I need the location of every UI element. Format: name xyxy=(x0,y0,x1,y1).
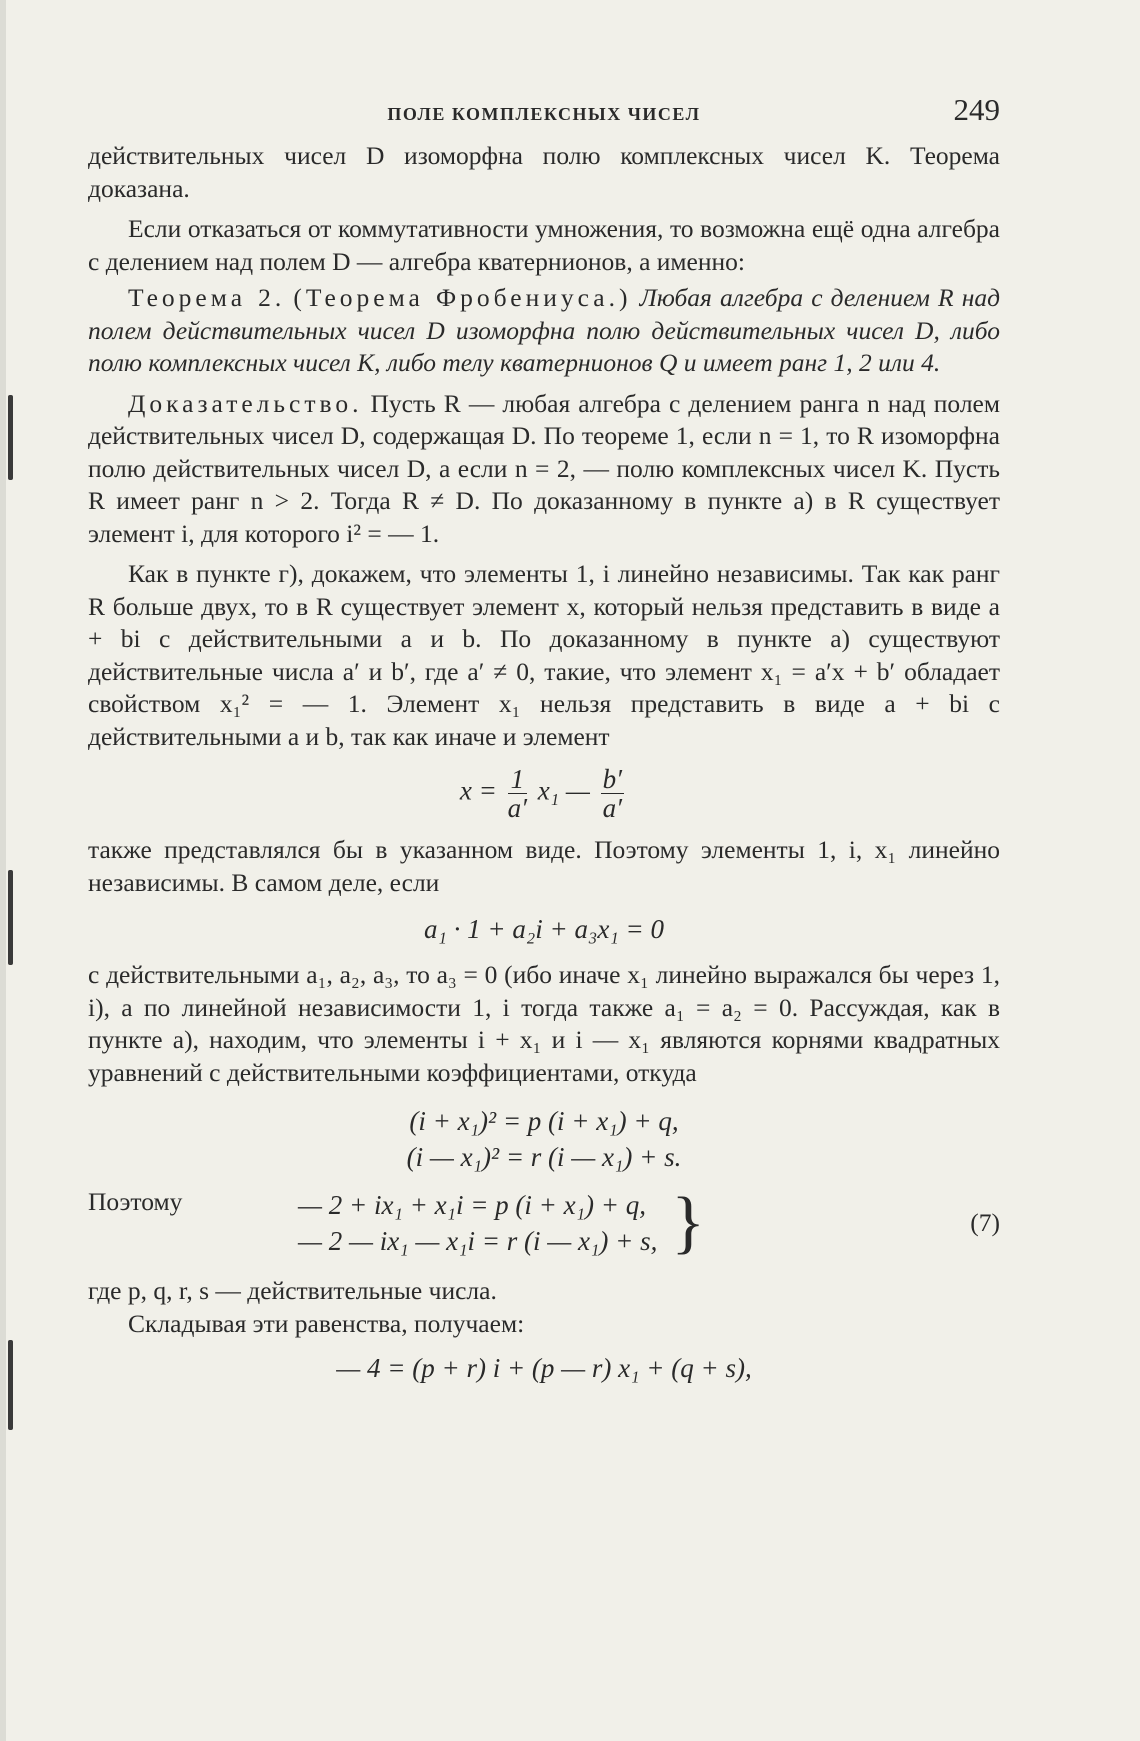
theorem-name: (Теорема Фробениуса.) xyxy=(293,283,632,312)
right-brace: } xyxy=(671,1184,705,1261)
page-number: 249 xyxy=(953,92,1000,127)
eq1-lhs: x = xyxy=(459,775,497,806)
paragraph-6: с действительными a₁, a₂, a₃, то a₃ = 0 (ибо иначе x₁ линейно выражался бы через 1, i), а по линейной независимости 1, i тогда также a₁ = a₂ = 0. Рассуждая, как в пункте а), находим, что элементы i + x₁ и i — x₁ являются корнями квадратных уравнений с действительными коэффициентами, откуда xyxy=(88,960,1000,1087)
equation-x xyxy=(88,765,1000,822)
paragraph-5: также представлялся бы в указанном виде. Поэтому элементы 1, i, x₁ линейно независимы. В самом деле, если xyxy=(88,835,1000,897)
equation-number: (7) xyxy=(970,1208,1000,1237)
scan-mark-2 xyxy=(8,870,13,965)
equation-sum: — 4 = (p + r) i + (p — r) x₁ + (q + s), xyxy=(336,1353,752,1383)
running-head: ПОЛЕ КОМПЛЕКСНЫХ ЧИСЕЛ xyxy=(387,104,701,124)
eq3-line-1: (i + x₁)² = p (i + x₁) + q, xyxy=(409,1106,679,1136)
page-edge xyxy=(0,0,6,1741)
eq3-line-2: (i — x₁)² = r (i — x₁) + s. xyxy=(406,1142,682,1172)
equation-quadratic-system xyxy=(88,1103,1000,1175)
equation-system-7 xyxy=(88,1184,1000,1261)
therefore-label: Поэтому xyxy=(88,1187,183,1216)
eq1-middle: x₁ — xyxy=(537,775,590,806)
paragraph-7: где p, q, r, s — действительные числа. xyxy=(88,1276,497,1305)
page xyxy=(88,90,1000,1398)
eq4-line-2: — 2 — ix₁ — x₁i = r (i — x₁) + s, xyxy=(298,1226,658,1256)
theorem-paragraph xyxy=(88,282,1000,380)
paragraph-2: Если отказаться от коммутативности умножения, то возможна ещё одна алгебра с делением над полем D — алгебра кватернионов, а именно: xyxy=(88,214,1000,276)
eq1-frac1-denominator: a′ xyxy=(507,793,528,823)
proof-paragraph xyxy=(88,388,1000,551)
eq1-frac1-numerator: 1 xyxy=(508,765,527,794)
page-header xyxy=(88,90,1000,140)
scan-mark-1 xyxy=(8,395,13,480)
eq1-fraction-1 xyxy=(508,765,527,822)
eq4-lines xyxy=(298,1187,657,1259)
paragraph-1: действительных чисел D изоморфна полю комплексных чисел K. Теорема доказана. xyxy=(88,141,1000,203)
proof-label: Доказательство. xyxy=(128,388,363,418)
paragraph-8: Складывая эти равенства, получаем: xyxy=(128,1308,525,1338)
proof-text: Пусть R — любая алгебра с делением ранга n над полем действительных чисел D, содержащая D. По теореме 1, если n = 1, то R изоморфна полю действительных чисел D, а если n = 2, — полю комплексных чисел K. Пусть R имеет ранг n > 2. Тогда R ≠ D. По доказанному в пункте а) в R существует элемент i, для которого i² = — 1. xyxy=(88,388,1001,548)
eq4-line-1: — 2 + ix₁ + x₁i = p (i + x₁) + q, xyxy=(298,1190,646,1220)
eq1-fraction-2 xyxy=(601,765,624,822)
theorem-label: Теорема 2. xyxy=(128,283,286,312)
paragraph-4: Как в пункте г), докажем, что элементы 1, i линейно независимы. Так как ранг R больше двух, то в R существует элемент x, который нельзя представить в виде a + bi с действительными a и b. По доказанному в пункте а) существуют действительные числа a′ и b′, где a′ ≠ 0, такие, что элемент x₁ = a′x + b′ обладает свойством x₁² = — 1. Элемент x₁ нельзя представить в виде a + bi с действительными a и b, так как иначе и элемент xyxy=(88,559,1000,751)
theorem-text: Любая алгебра с делением R над полем действительных чисел D изоморфна полю действительных чисел D, либо полю комплексных чисел K, либо телу кватернионов Q и имеет ранг 1, 2 или 4. xyxy=(88,283,1001,377)
equation-linear-combination: a₁ · 1 + a₂i + a₃x₁ = 0 xyxy=(424,914,664,944)
eq1-frac2-denominator: a′ xyxy=(602,793,623,823)
scan-mark-3 xyxy=(8,1340,13,1430)
eq1-frac2-numerator: b′ xyxy=(602,764,623,794)
